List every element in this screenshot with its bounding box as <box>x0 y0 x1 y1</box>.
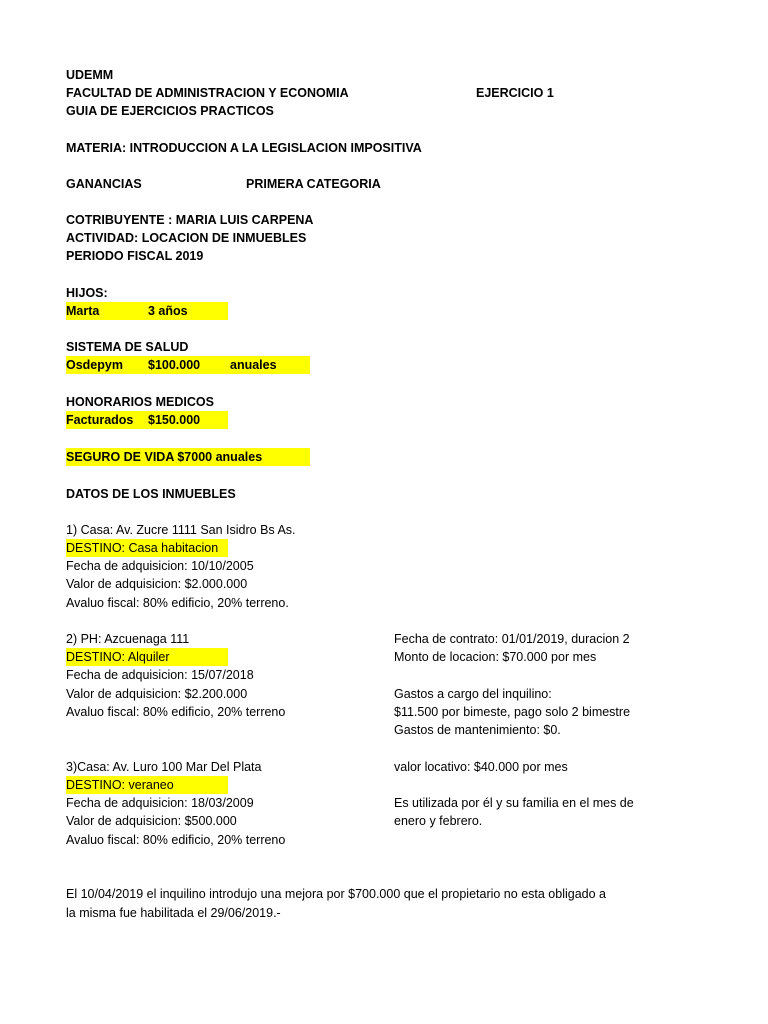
guide-title: GUIA DE EJERCICIOS PRACTICOS <box>66 104 274 118</box>
property2-mantenimiento: Gastos de mantenimiento: $0. <box>394 723 561 737</box>
property1-destino: DESTINO: Casa habitacion <box>66 539 228 557</box>
health-provider: Osdepym <box>66 358 123 372</box>
property3-fecha: Fecha de adquisicion: 18/03/2009 <box>66 796 254 810</box>
property2-contrato: Fecha de contrato: 01/01/2019, duracion 2 <box>394 632 630 646</box>
taxpayer-activity: ACTIVIDAD: LOCACION DE INMUEBLES <box>66 231 307 245</box>
property2-destino: DESTINO: Alquiler <box>66 648 228 666</box>
medical-type: Facturados <box>66 413 134 427</box>
property1-title: 1) Casa: Av. Zucre 1111 San Isidro Bs As. <box>66 523 296 537</box>
property2-fecha: Fecha de adquisicion: 15/07/2018 <box>66 668 254 682</box>
footer-note-line2: la misma fue habilitada el 29/06/2019.- <box>66 906 281 920</box>
health-frequency: anuales <box>230 358 277 372</box>
exercise-number: EJERCICIO 1 <box>476 86 554 100</box>
medical-amount: $150.000 <box>148 413 201 427</box>
faculty: FACULTAD DE ADMINISTRACION Y ECONOMIA <box>66 86 349 100</box>
subject: MATERIA: INTRODUCCION A LA LEGISLACION IMPOSITIVA <box>66 141 422 155</box>
property3-avaluo: Avaluo fiscal: 80% edificio, 20% terreno <box>66 833 286 847</box>
property3-uso-line1: Es utilizada por él y su familia en el mes de <box>394 796 634 810</box>
property3-uso-line2: enero y febrero. <box>394 814 483 828</box>
life-insurance: SEGURO DE VIDA $7000 anuales <box>66 448 310 466</box>
property2-locacion: Monto de locacion: $70.000 por mes <box>394 650 597 664</box>
children-label: HIJOS: <box>66 286 108 300</box>
property2-title: 2) PH: Azcuenaga 111 <box>66 632 190 646</box>
taxpayer-name: COTRIBUYENTE : MARIA LUIS CARPENA <box>66 213 314 227</box>
child-row <box>66 302 228 320</box>
child-name: Marta <box>66 304 100 318</box>
property2-valor: Valor de adquisicion: $2.200.000 <box>66 687 248 701</box>
property3-valor-locativo: valor locativo: $40.000 por mes <box>394 760 568 774</box>
health-label: SISTEMA DE SALUD <box>66 340 189 354</box>
property2-gastos-label: Gastos a cargo del inquilino: <box>394 687 552 701</box>
fiscal-period: PERIODO FISCAL 2019 <box>66 249 204 263</box>
health-row <box>66 356 310 374</box>
property1-fecha: Fecha de adquisicion: 10/10/2005 <box>66 559 254 573</box>
property1-avaluo: Avaluo fiscal: 80% edificio, 20% terreno. <box>66 596 289 610</box>
health-amount: $100.000 <box>148 358 201 372</box>
property3-title: 3)Casa: Av. Luro 100 Mar Del Plata <box>66 760 262 774</box>
footer-note-line1: El 10/04/2019 el inquilino introdujo una mejora por $700.000 que el propietario no esta obligado a <box>66 887 606 901</box>
child-age: 3 años <box>148 304 188 318</box>
medical-row <box>66 411 228 429</box>
property1-valor: Valor de adquisicion: $2.000.000 <box>66 577 248 591</box>
properties-title: DATOS DE LOS INMUEBLES <box>66 487 236 501</box>
medical-label: HONORARIOS MEDICOS <box>66 395 214 409</box>
tax-type: GANANCIAS <box>66 177 142 191</box>
property2-gastos-detalle: $11.500 por bimeste, pago solo 2 bimestre <box>394 705 631 719</box>
tax-category: PRIMERA CATEGORIA <box>246 177 381 191</box>
property3-destino: DESTINO: veraneo <box>66 776 228 794</box>
property2-avaluo: Avaluo fiscal: 80% edificio, 20% terreno <box>66 705 286 719</box>
property3-valor: Valor de adquisicion: $500.000 <box>66 814 237 828</box>
institution: UDEMM <box>66 68 114 82</box>
